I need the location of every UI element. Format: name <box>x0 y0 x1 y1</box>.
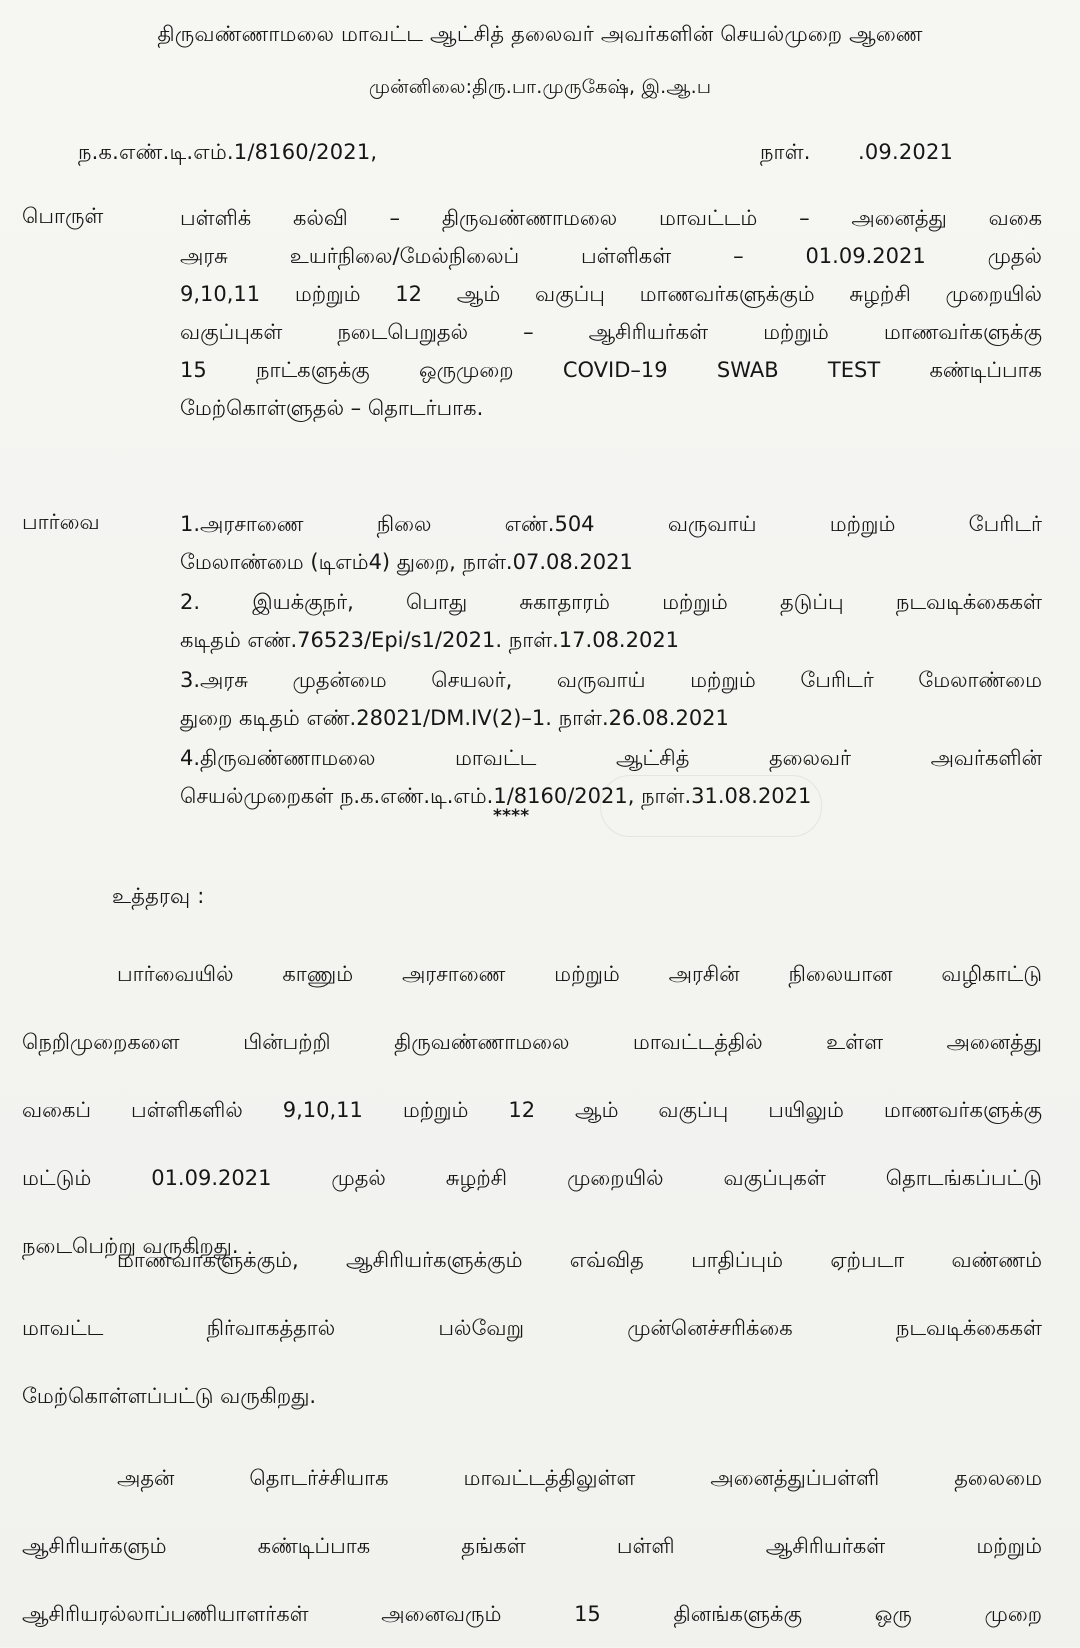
reference-line: 1.அரசாணை நிலை எண்.504 வருவாய் மற்றும் பேரிடர் <box>180 512 1042 536</box>
subject-line: பள்ளிக் கல்வி – திருவண்ணாமலை மாவட்டம் – அனைத்து வகை <box>180 206 1042 230</box>
paragraph-line: வகைப் பள்ளிகளில் 9,10,11 மற்றும் 12 ஆம் வகுப்பு பயிலும் மாணவர்களுக்கு <box>22 1098 1042 1122</box>
paragraph-line: பார்வையில் காணும் அரசாணை மற்றும் அரசின் நிலையான வழிகாட்டு <box>117 962 1042 986</box>
paragraph-line: நடைபெற்று வருகிறது. <box>22 1234 239 1258</box>
references-label: பார்வை <box>22 510 100 534</box>
date-label: நாள். <box>760 140 811 164</box>
reference-line: கடிதம் எண்.76523/Epi/s1/2021. நாள்.17.08.2021 <box>180 628 680 652</box>
subject-label: பொருள் <box>22 204 104 228</box>
reference-line: மேலாண்மை (டிஎம்4) துறை, நாள்.07.08.2021 <box>180 550 633 574</box>
paragraph-line: மட்டும் 01.09.2021 முதல் சுழற்சி முறையில் வகுப்புகள் தொடங்கப்பட்டு <box>22 1166 1042 1190</box>
reference-line: துறை கடிதம் எண்.28021/DM.IV(2)–1. நாள்.26.08.2021 <box>180 706 729 730</box>
order-label: உத்தரவு : <box>112 884 205 908</box>
subject-line: 15 நாட்களுக்கு ஒருமுறை COVID–19 SWAB TEST கண்டிப்பாக <box>180 358 1042 382</box>
presence-line: முன்னிலை:திரு.பா.முருகேஷ், இ.ஆ.ப <box>368 76 712 98</box>
paragraph-line: மாணவர்களுக்கும், ஆசிரியர்களுக்கும் எவ்வித பாதிப்பும் ஏற்படா வண்ணம் <box>117 1248 1042 1272</box>
reference-line: 3.அரசு முதன்மை செயலர், வருவாய் மற்றும் பேரிடர் மேலாண்மை <box>180 668 1042 692</box>
order-paragraph-3 <box>22 1444 1042 1648</box>
paragraph-line: நெறிமுறைகளை பின்பற்றி திருவண்ணாமலை மாவட்டத்தில் உள்ள அனைத்து <box>22 1030 1042 1054</box>
paragraph-line: அதன் தொடர்ச்சியாக மாவட்டத்திலுள்ள அனைத்துப்பள்ளி தலைமை <box>117 1466 1042 1490</box>
reference-line: செயல்முறைகள் ந.க.எண்.டி.எம்.1/8160/2021, நாள்.31.08.2021 <box>180 784 812 808</box>
subject-line: 9,10,11 மற்றும் 12 ஆம் வகுப்பு மாணவர்களுக்கும் சுழற்சி முறையில் <box>180 282 1042 306</box>
paragraph-line: ஆசிரியரல்லாப்பணியாளர்கள் அனைவரும் 15 தினங்களுக்கு ஒரு முறை <box>22 1602 1042 1626</box>
subject-text <box>180 199 1042 427</box>
paragraph-line: ஆசிரியர்களும் கண்டிப்பாக தங்கள் பள்ளி ஆசிரியர்கள் மற்றும் <box>22 1534 1042 1558</box>
date-value: .09.2021 <box>858 140 954 164</box>
section-separator: **** <box>493 806 530 826</box>
subject-line: வகுப்புகள் நடைபெறுதல் – ஆசிரியர்கள் மற்றும் மாணவர்களுக்கு <box>180 320 1042 344</box>
subject-line: அரசு உயர்நிலை/மேல்நிலைப் பள்ளிகள் – 01.09.2021 முதல் <box>180 244 1042 268</box>
paragraph-line: மேற்கொள்ளப்பட்டு வருகிறது. <box>22 1384 317 1408</box>
reference-line: 2. இயக்குநர், பொது சுகாதாரம் மற்றும் தடுப்பு நடவடிக்கைகள் <box>180 590 1042 614</box>
references-list <box>180 505 1042 815</box>
order-paragraph-2 <box>22 1226 1042 1430</box>
order-title: திருவண்ணாமலை மாவட்ட ஆட்சித் தலைவர் அவர்களின் செயல்முறை ஆணை <box>157 22 923 46</box>
paragraph-line: மாவட்ட நிர்வாகத்தால் பல்வேறு முன்னெச்சரிக்கை நடவடிக்கைகள் <box>22 1316 1042 1340</box>
subject-line: மேற்கொள்ளுதல் – தொடர்பாக. <box>180 396 484 420</box>
reference-number: ந.க.எண்.டி.எம்.1/8160/2021, <box>78 140 378 164</box>
reference-line: 4.திருவண்ணாமலை மாவட்ட ஆட்சித் தலைவர் அவர்களின் <box>180 746 1042 770</box>
